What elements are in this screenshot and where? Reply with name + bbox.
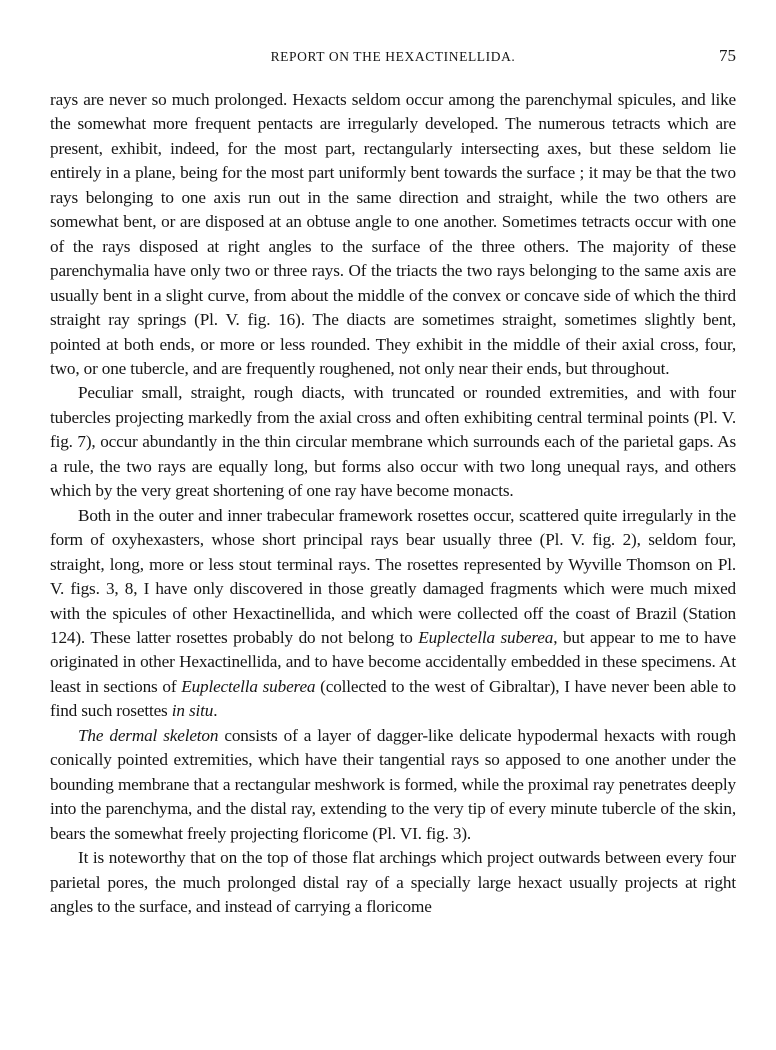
text-segment: consists of a layer of dagger-like delicate hypodermal hexacts with rough conically pointed extremities, which have their tangential rays so apposed to one another under the bounding membrane that a rectangular meshwork is formed, while the proximal ray penetrates deeply into the parenchyma, and the distal ray, extending to the very tip of every minute tubercle of the skin, bears the somewhat freely projecting floricome (Pl. VI. fig. 3). <box>50 725 736 843</box>
text-segment: It is noteworthy that on the top of those flat archings which project outwards between every four parietal pores, the much prolonged distal ray of a specially large hexact usually projects at right angles to the surface, and instead of carrying a floricome <box>50 848 736 916</box>
section-term: The dermal skeleton <box>78 725 219 745</box>
species-name: Euplectella suberea <box>418 627 554 647</box>
species-name: Euplectella suberea <box>181 676 316 696</box>
latin-term: in situ <box>171 701 214 721</box>
text-segment: Peculiar small, straight, rough diacts, with truncated or rounded extremities, and with four tubercles projecting markedly from the axial cross and often exhibiting central terminal points (Pl. V. fig. 7), occur abundantly in the thin circular membrane which surrounds each of the parietal gaps. As a rule, the two rays are equally long, but forms also occur with two long unequal rays, and others which by the very great shortening of one ray have become monacts. <box>50 383 736 501</box>
text-segment: (collected to the west of Gibraltar), I have never been able to find such rosettes <box>50 676 736 721</box>
body-text <box>50 88 736 919</box>
text-segment: , but appear to me to have originated in other Hexactinellida, and to have become accidentally embedded in these specimens. At least in sections of <box>50 627 736 696</box>
text-segment: rays are never so much prolonged. Hexacts seldom occur among the parenchymal spicules, and like the somewhat more frequent pentacts are irregularly developed. The numerous tetracts which are present, exhibit, indeed, for the most part, rectangularly intersecting axes, but these seldom lie entirely in a plane, being for the most part uniformly bent towards the surface ; it may be that the two rays belonging to one axis run out in the same direction and straight, while the two others are somewhat bent, or are disposed at an obtuse angle to one another. Sometimes tetracts occur with one of the rays disposed at right angles to the surface of the three others. The majority of these parenchymalia have only two or three rays. Of the triacts the two rays belonging to the same axis are usually bent in a slight curve, from about the middle of the convex or concave side of which the third straight ray springs (Pl. V. fig. 16). The diacts are sometimes straight, sometimes slightly bent, pointed at both ends, or more or less rounded. They exhibit in the middle of their axial cross, four, two, or one tubercle, and are frequently roughened, not only near their ends, but throughout. <box>50 90 736 378</box>
paragraph-dermal-skeleton <box>50 724 736 846</box>
paragraph-spicule-description <box>50 88 736 381</box>
page-number: 75 <box>719 46 736 65</box>
text-segment: Both in the outer and inner trabecular framework rosettes occur, scattered quite irregularly in the form of oxyhexasters, whose short principal rays bear usually three (Pl. V. fig. 2), seldom four, straight, long, more or less stout terminal rays. The rosettes represented by Wyville Thomson on Pl. V. figs. 3, 8, I have only discovered in those greatly damaged fragments which were much mixed with the spicules of other Hexactinellida, and which were collected off the coast of Brazil (Station 124). These latter rosettes probably do not belong to <box>50 505 736 647</box>
running-title: REPORT ON THE HEXACTINELLIDA. <box>270 49 516 64</box>
paragraph-peculiar-diacts <box>50 381 736 503</box>
paragraph-noteworthy <box>50 846 736 919</box>
paragraph-rosettes <box>50 504 736 724</box>
text-segment: . <box>213 701 218 721</box>
running-header <box>50 46 736 68</box>
